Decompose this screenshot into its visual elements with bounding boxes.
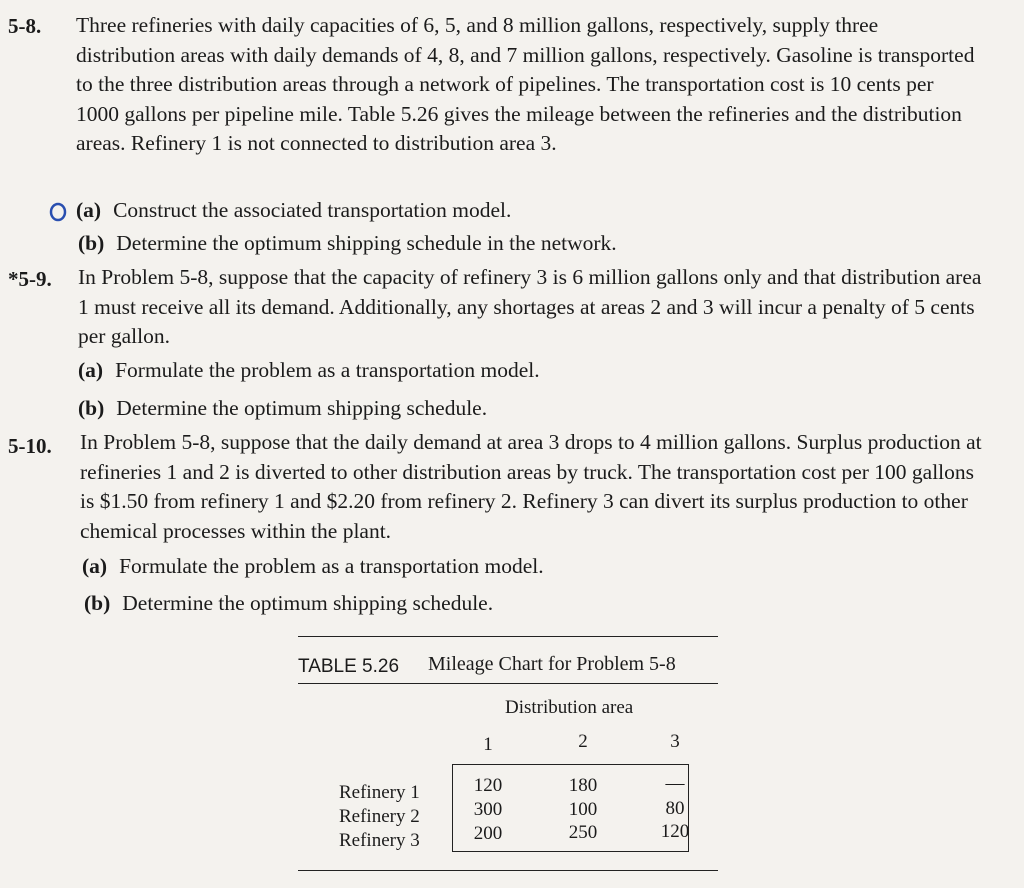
part-text: Determine the optimum shipping schedule. bbox=[116, 396, 488, 420]
table-cell: 120 bbox=[473, 775, 503, 796]
table-cell: 120 bbox=[660, 821, 690, 842]
part-a bbox=[78, 358, 540, 383]
table-cell: 300 bbox=[473, 799, 503, 820]
part-b bbox=[84, 591, 493, 616]
part-label: (b) bbox=[78, 231, 105, 255]
part-b bbox=[78, 231, 617, 256]
part-label: (b) bbox=[84, 591, 111, 615]
column-header: 2 bbox=[578, 731, 588, 752]
pen-circle-mark bbox=[48, 202, 68, 222]
table-cell: 80 bbox=[665, 798, 685, 819]
column-group-header: Distribution area bbox=[505, 697, 634, 718]
problem-text: In Problem 5-8, suppose that the daily demand at area 3 drops to 4 million gallons. Surplus production at refineries 1 and 2 is diverted to other distribution areas by truck. The transportation cost per 100 gallons is $1.50 from refinery 1 and $2.20 from refinery 2. Refinery 3 can divert its surplus production to other chemical processes within the plant. bbox=[80, 430, 982, 543]
part-text: Formulate the problem as a transportation model. bbox=[119, 554, 544, 578]
part-text: Determine the optimum shipping schedule in the network. bbox=[116, 231, 617, 255]
part-text: Construct the associated transportation model. bbox=[113, 198, 512, 222]
table-cell: 200 bbox=[473, 823, 503, 844]
part-label: (a) bbox=[76, 198, 102, 222]
row-label: Refinery 2 bbox=[339, 806, 420, 827]
part-label: (a) bbox=[78, 358, 104, 382]
table-bottom-rule bbox=[298, 870, 718, 871]
problem-number: 5-10. bbox=[8, 434, 52, 458]
part-label: (b) bbox=[78, 396, 105, 420]
part-label: (a) bbox=[82, 554, 108, 578]
problem-text: In Problem 5-8, suppose that the capacity of refinery 3 is 6 million gallons only and that distribution area 1 must receive all its demand. Additionally, any shortages at areas 2 and 3 will incur a penalty of 5 cents per gallon. bbox=[78, 265, 982, 348]
table-label: TABLE 5.26 bbox=[298, 656, 400, 677]
part-a bbox=[82, 554, 544, 579]
table-title-rule bbox=[298, 683, 718, 684]
table-title: Mileage Chart for Problem 5-8 bbox=[428, 653, 676, 675]
row-label: Refinery 1 bbox=[339, 782, 420, 803]
part-text: Formulate the problem as a transportation model. bbox=[115, 358, 540, 382]
problem-number: 5-8. bbox=[8, 14, 42, 38]
column-header: 3 bbox=[670, 731, 680, 752]
part-text: Determine the optimum shipping schedule. bbox=[122, 591, 494, 615]
table-cell: — bbox=[665, 773, 685, 794]
problem-number: *5-9. bbox=[8, 267, 52, 291]
row-label: Refinery 3 bbox=[339, 830, 420, 851]
part-a bbox=[76, 198, 511, 223]
table-cell: 180 bbox=[568, 775, 598, 796]
part-b bbox=[78, 396, 487, 421]
table-top-rule bbox=[298, 636, 718, 637]
table-cell: 100 bbox=[568, 799, 598, 820]
column-header: 1 bbox=[483, 734, 493, 755]
table-cell: 250 bbox=[568, 822, 598, 843]
problem-text: Three refineries with daily capacities of 6, 5, and 8 million gallons, respectively, supply three distribution areas with daily demands of 4, 8, and 7 million gallons, respectively. Gasoline is transported to the three distribution areas through a network of pipelines. The transportation cost is 10 cents per 1000 gallons per pipeline mile. Table 5.26 gives the mileage between the refineries and the distribution areas. Refinery 1 is not connected to distribution area 3. bbox=[76, 13, 975, 155]
